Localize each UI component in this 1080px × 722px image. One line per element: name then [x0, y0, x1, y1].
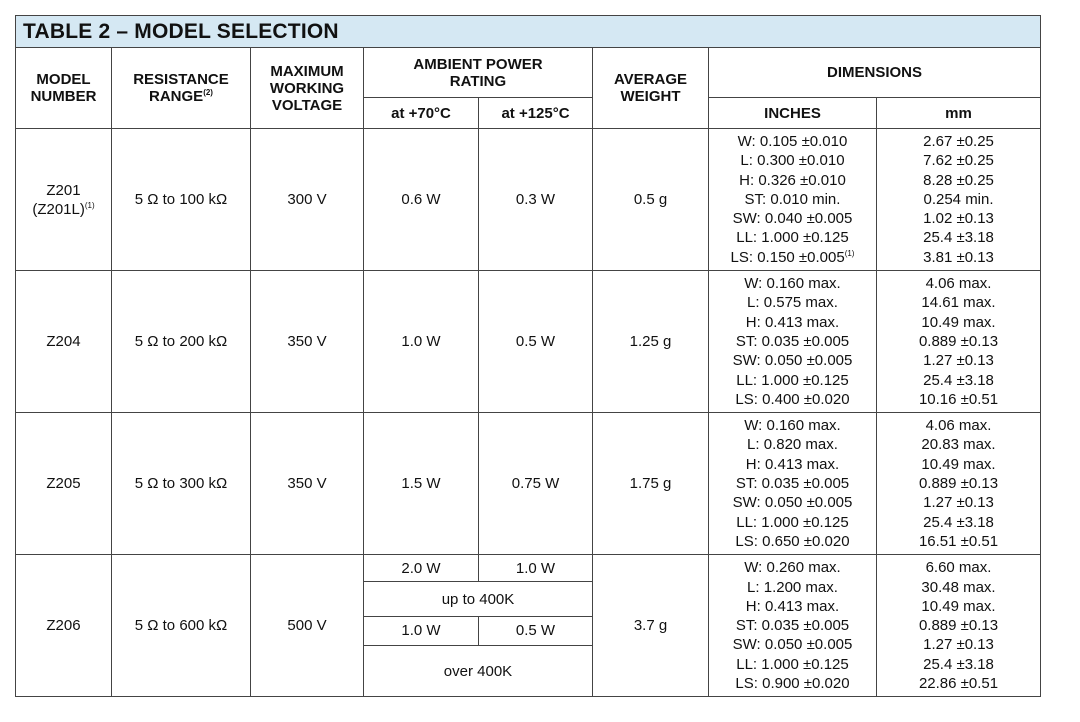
dim-line: 25.4 ±3.18	[923, 513, 994, 531]
header-max-working-voltage: MAXIMUM WORKING VOLTAGE	[251, 48, 364, 129]
dim-line: W: 0.105 ±0.010	[737, 133, 848, 150]
dim-line: 1.27 ±0.13	[923, 352, 994, 370]
dim-line: ST: 0.035 ±0.005	[735, 332, 850, 350]
dim-line: 4.06 max.	[925, 275, 992, 293]
dim-line: 0.889 ±0.13	[918, 332, 999, 350]
dim-line: 14.61 max.	[921, 294, 996, 312]
model-alt: (Z201L)	[32, 200, 85, 218]
voltage-value: 350 V	[251, 413, 364, 555]
dim-line: SW: 0.050 ±0.005	[732, 494, 853, 512]
dim-line: L: 0.300 ±0.010	[740, 152, 845, 170]
table-row	[16, 129, 1041, 271]
dim-line: 25.4 ±3.18	[923, 655, 994, 673]
dim-line: LS: 0.650 ±0.020	[735, 532, 850, 550]
dimensions-inches	[709, 555, 877, 697]
resistance-range-value: 5 Ω to 600 kΩ	[112, 555, 251, 697]
dimensions-mm	[877, 413, 1041, 555]
dim-line: 2.67 ±0.25	[923, 133, 994, 150]
dim-line: 0.254 min.	[923, 190, 994, 208]
dim-line: H: 0.326 ±0.010	[739, 171, 846, 189]
model-selection-table	[15, 15, 1041, 697]
power-125-value: 0.5 W	[479, 271, 593, 413]
header-resistance-range-label: RESISTANCE RANGE	[133, 71, 229, 105]
dim-line: 10.16 ±0.51	[918, 390, 999, 408]
dim-line: 25.4 ±3.18	[923, 229, 994, 247]
weight-value: 1.75 g	[593, 413, 709, 555]
dim-line: 16.51 ±0.51	[918, 532, 999, 550]
dim-line-with-note	[709, 248, 876, 267]
dim-line: W: 0.160 max.	[744, 275, 841, 293]
model-number: Z206	[16, 555, 112, 697]
model-alt-note: (1)	[84, 200, 95, 210]
dim-line: 0.889 ±0.13	[918, 475, 999, 493]
header-mm: mm	[877, 98, 1041, 129]
header-inches: INCHES	[709, 98, 877, 129]
dim-line: LL: 1.000 ±0.125	[736, 655, 849, 673]
dim-line: W: 0.260 max.	[744, 559, 841, 577]
dim-line: 3.81 ±0.13	[923, 248, 994, 266]
model-cell	[16, 129, 112, 271]
dim-line: LL: 1.000 ±0.125	[736, 229, 849, 247]
dim-line: LL: 1.000 ±0.125	[736, 513, 849, 531]
dim-line: 7.62 ±0.25	[923, 152, 994, 170]
dim-line: LS: 0.900 ±0.020	[735, 675, 850, 693]
dimensions-mm	[877, 129, 1041, 271]
table-row	[16, 413, 1041, 555]
dim-line: 0.889 ±0.13	[918, 617, 999, 635]
weight-value: 0.5 g	[593, 129, 709, 271]
header-at-125: at +125°C	[479, 98, 593, 129]
header-resistance-range	[112, 48, 251, 129]
dim-line: SW: 0.040 ±0.005	[732, 210, 853, 228]
header-dimensions: DIMENSIONS	[709, 48, 1041, 98]
resistance-range-value: 5 Ω to 200 kΩ	[112, 271, 251, 413]
power-125-value: 1.0 W	[479, 555, 593, 582]
power-125-value: 0.75 W	[479, 413, 593, 555]
model-number: Z201	[46, 181, 81, 199]
dim-line: 10.49 max.	[921, 455, 996, 473]
model-number: Z205	[16, 413, 112, 555]
power-125-value: 0.3 W	[479, 129, 593, 271]
dim-line: 4.06 max.	[925, 417, 992, 435]
voltage-value: 350 V	[251, 271, 364, 413]
weight-value: 3.7 g	[593, 555, 709, 697]
power-70-value: 1.0 W	[364, 616, 479, 645]
dim-line: 10.49 max.	[921, 597, 996, 615]
model-selection-table-container	[15, 15, 1040, 697]
dimensions-mm	[877, 555, 1041, 697]
dim-line: LS: 0.150 ±0.005	[730, 248, 845, 266]
header-model-number: MODEL NUMBER	[16, 48, 112, 129]
header-average-weight: AVERAGE WEIGHT	[593, 48, 709, 129]
dim-line: 30.48 max.	[921, 578, 996, 596]
weight-value: 1.25 g	[593, 271, 709, 413]
dim-line: SW: 0.050 ±0.005	[732, 352, 853, 370]
dim-line: SW: 0.050 ±0.005	[732, 636, 853, 654]
dim-line: 22.86 ±0.51	[918, 675, 999, 693]
header-ambient-power-rating: AMBIENT POWER RATING	[364, 48, 593, 98]
dim-line: ST: 0.035 ±0.005	[735, 617, 850, 635]
dim-line: LL: 1.000 ±0.125	[736, 371, 849, 389]
dimensions-inches	[709, 413, 877, 555]
voltage-value: 500 V	[251, 555, 364, 697]
dim-line: ST: 0.035 ±0.005	[735, 475, 850, 493]
dim-line: 1.27 ±0.13	[923, 636, 994, 654]
power-70-value: 1.0 W	[364, 271, 479, 413]
dim-line: L: 1.200 max.	[747, 578, 838, 596]
dimensions-mm	[877, 271, 1041, 413]
dim-line: L: 0.575 max.	[747, 294, 838, 312]
dim-line: LS: 0.400 ±0.020	[735, 390, 850, 408]
dim-line: 20.83 max.	[921, 436, 996, 454]
header-resistance-note: (2)	[203, 88, 213, 97]
dim-line: 1.02 ±0.13	[923, 210, 994, 228]
table-row	[16, 555, 1041, 582]
power-70-value: 2.0 W	[364, 555, 479, 582]
resistance-range-value: 5 Ω to 100 kΩ	[112, 129, 251, 271]
resistance-range-value: 5 Ω to 300 kΩ	[112, 413, 251, 555]
voltage-value: 300 V	[251, 129, 364, 271]
model-number: Z204	[16, 271, 112, 413]
dim-line: L: 0.820 max.	[747, 436, 838, 454]
dim-line: ST: 0.010 min.	[744, 190, 841, 208]
power-125-value: 0.5 W	[479, 616, 593, 645]
power-70-value: 0.6 W	[364, 129, 479, 271]
dim-line: H: 0.413 max.	[745, 313, 840, 331]
dimensions-inches	[709, 129, 877, 271]
dim-line: 8.28 ±0.25	[923, 171, 994, 189]
dim-line: H: 0.413 max.	[745, 455, 840, 473]
table-row	[16, 271, 1041, 413]
dim-line: H: 0.413 max.	[745, 597, 840, 615]
dim-line: W: 0.160 max.	[744, 417, 841, 435]
header-at-70: at +70°C	[364, 98, 479, 129]
dim-line: 1.27 ±0.13	[923, 494, 994, 512]
table-title: TABLE 2 – MODEL SELECTION	[16, 16, 1041, 48]
dim-line-note: (1)	[844, 248, 855, 258]
dim-line: 6.60 max.	[925, 559, 992, 577]
power-range-note: over 400K	[364, 645, 593, 696]
dim-line: 10.49 max.	[921, 313, 996, 331]
dim-line: 25.4 ±3.18	[923, 371, 994, 389]
power-70-value: 1.5 W	[364, 413, 479, 555]
power-range-note: up to 400K	[364, 582, 593, 616]
dimensions-inches	[709, 271, 877, 413]
